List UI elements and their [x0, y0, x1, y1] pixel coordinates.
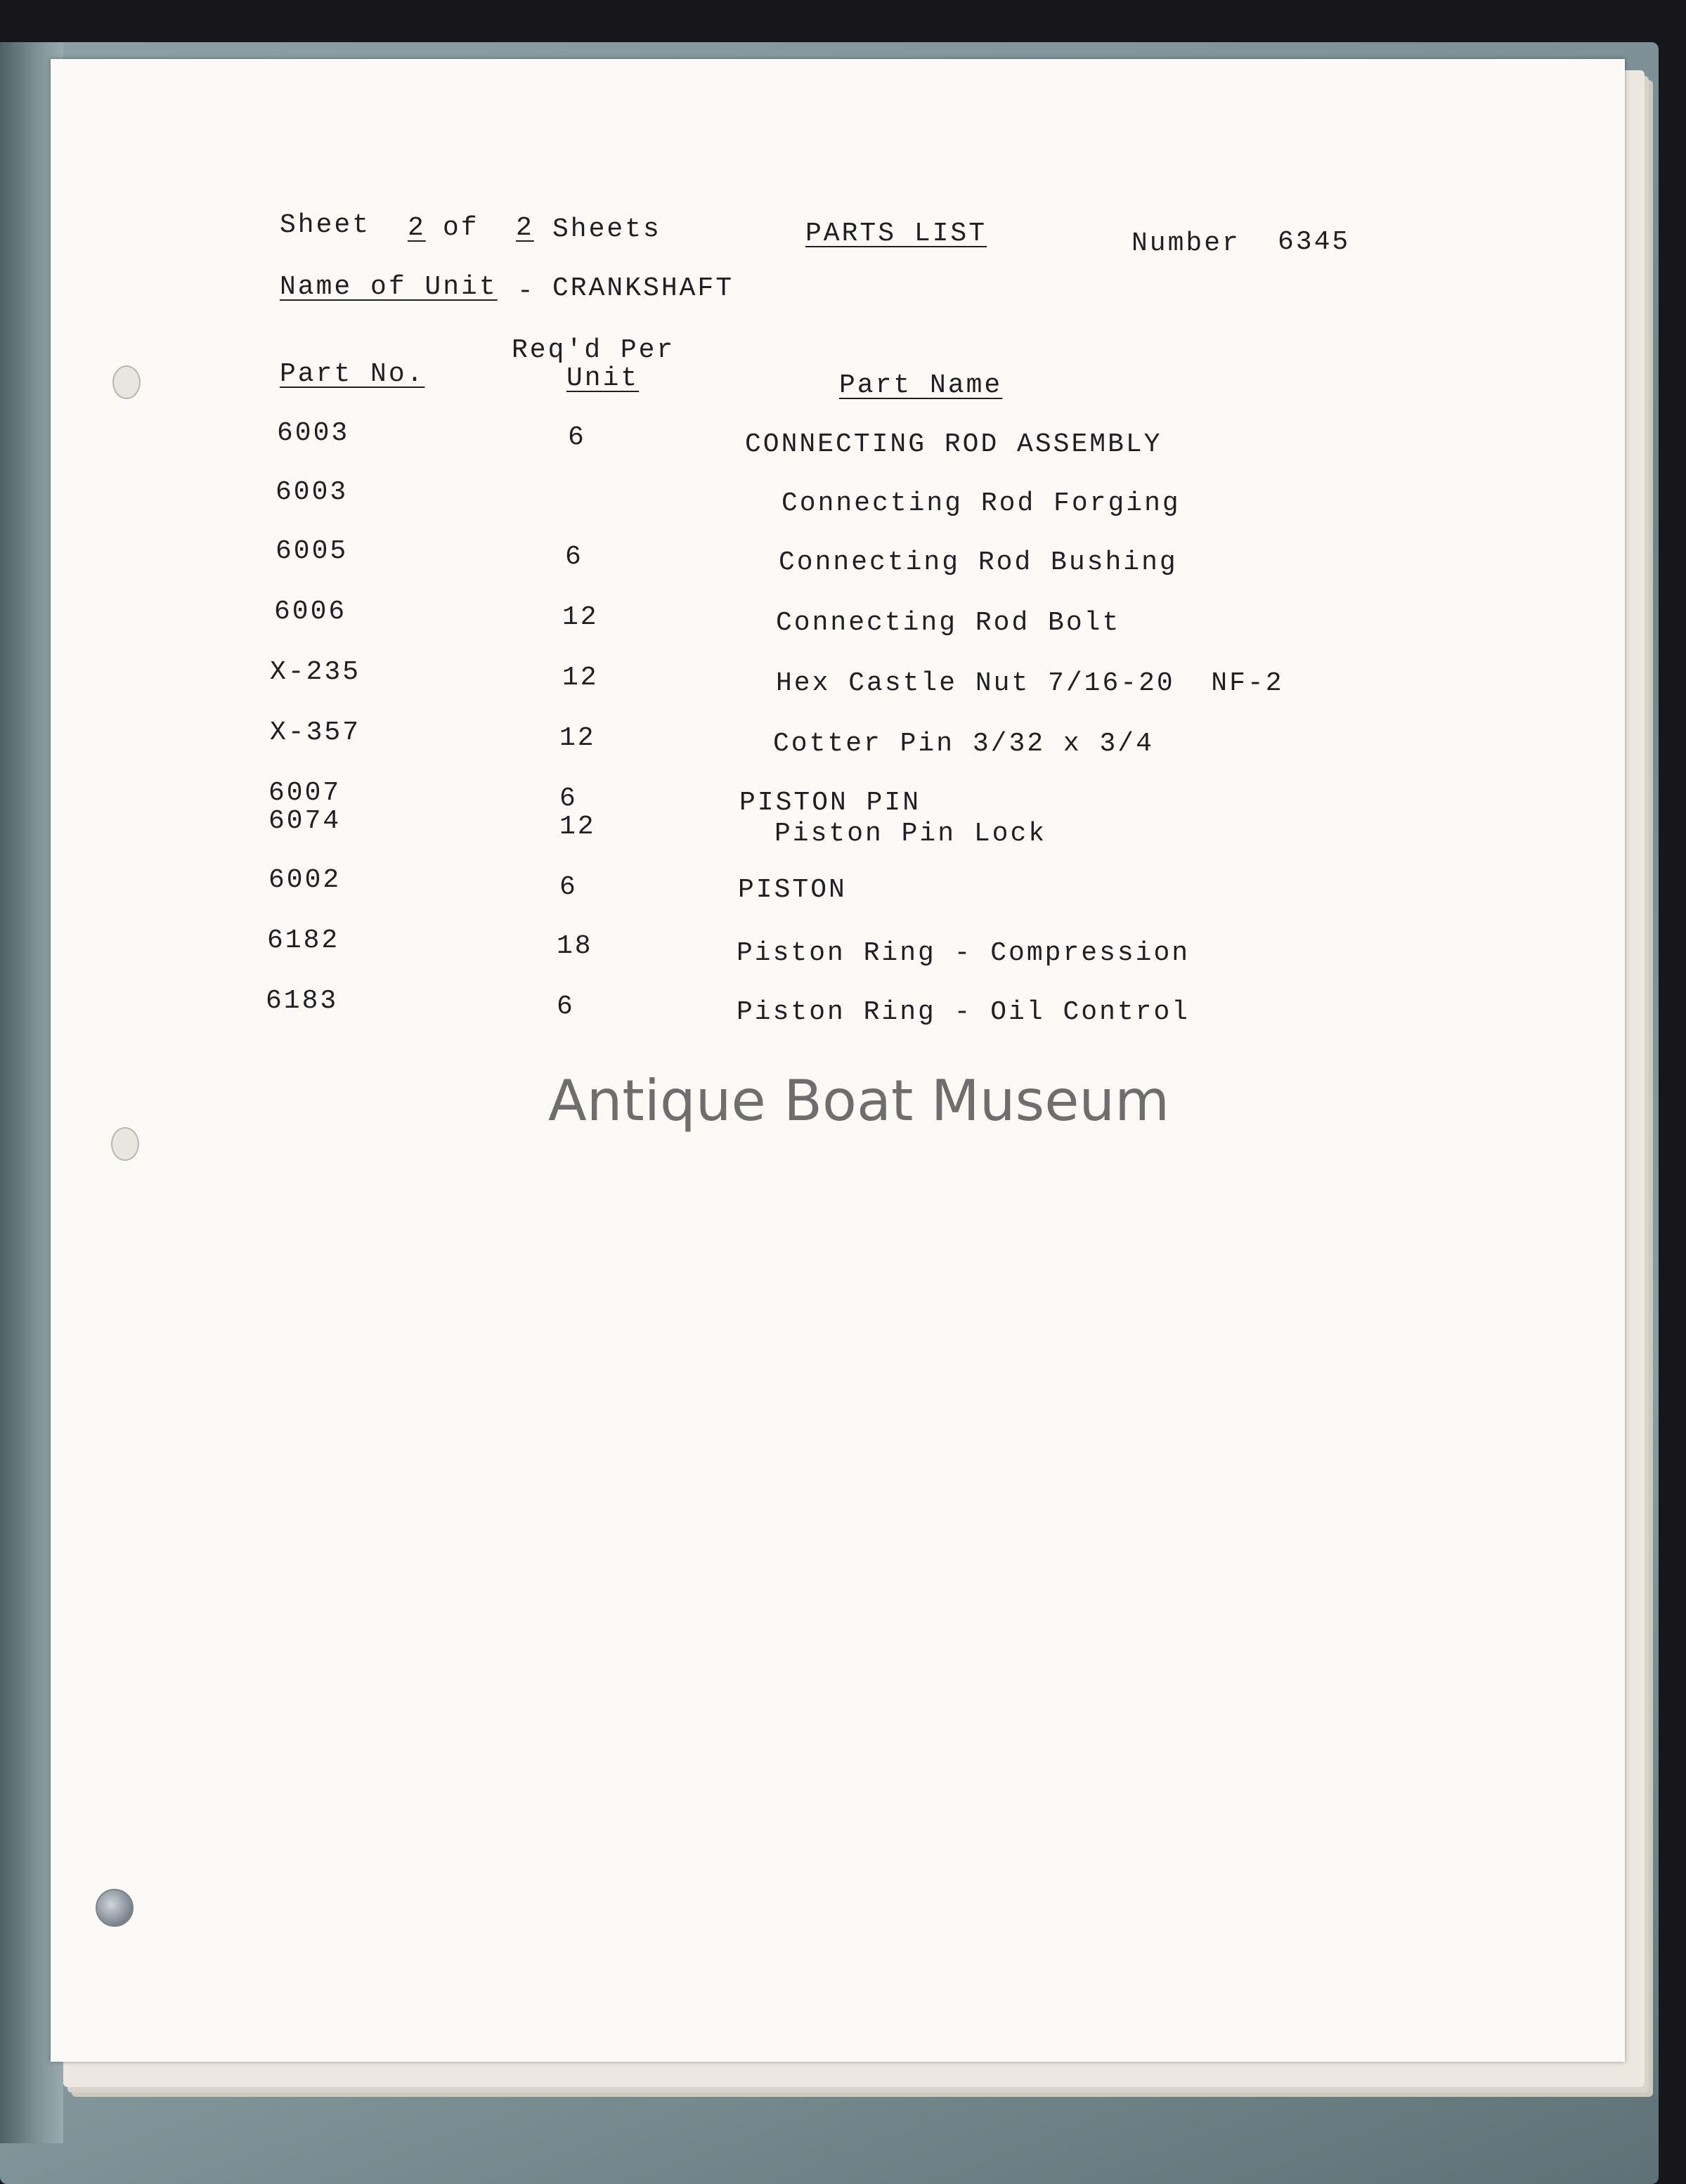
row-11-name: Piston Ring - Oil Control: [737, 997, 1191, 1027]
column-header-part-name: Part Name: [839, 370, 1003, 401]
sheet-total: 2: [516, 213, 534, 243]
sheets-label: Sheets: [552, 214, 661, 245]
row-9-name: PISTON: [738, 875, 847, 905]
row-4-qty: 12: [562, 602, 599, 632]
sheet-label: Sheet: [280, 210, 371, 240]
of-label: of: [443, 213, 479, 243]
row-6-name: Cotter Pin 3/32 x 3/4: [773, 729, 1154, 759]
row-5-name: Hex Castle Nut 7/16-20 NF-2: [776, 668, 1284, 698]
row-5-qty: 12: [562, 663, 599, 693]
row-1-qty: 6: [568, 422, 586, 453]
row-2-part-no: 6003: [275, 477, 349, 507]
column-header-reqd-line1: Req'd Per: [512, 335, 675, 365]
row-9-qty: 6: [559, 872, 578, 902]
unit-name: CRANKSHAFT: [552, 273, 734, 304]
row-11-part-no: 6183: [266, 986, 339, 1016]
row-6-part-no: X-357: [270, 717, 361, 748]
row-3-name: Connecting Rod Bushing: [779, 547, 1178, 578]
row-11-qty: 6: [557, 992, 575, 1022]
row-9-part-no: 6002: [268, 865, 342, 895]
row-4-part-no: 6006: [274, 597, 347, 627]
row-1-part-no: 6003: [277, 418, 350, 448]
row-8-part-no: 6074: [268, 806, 342, 836]
number-label: Number: [1131, 228, 1240, 259]
sheet-current: 2: [408, 213, 426, 243]
row-3-part-no: 6005: [275, 536, 349, 566]
column-header-reqd-line2: Unit: [566, 363, 640, 394]
unit-separator: -: [517, 276, 536, 306]
row-3-qty: 6: [565, 542, 583, 572]
row-8-qty: 12: [559, 812, 596, 842]
punch-hole-top: [112, 365, 141, 399]
row-6-qty: 12: [559, 723, 596, 753]
punch-hole-bottom: [96, 1889, 134, 1927]
punch-hole-middle: [111, 1127, 139, 1161]
page-title: PARTS LIST: [805, 219, 987, 249]
row-10-name: Piston Ring - Compression: [737, 938, 1191, 968]
row-5-part-no: X-235: [270, 657, 361, 687]
row-8-name: Piston Pin Lock: [774, 819, 1047, 849]
row-7-part-no: 6007: [268, 778, 342, 808]
row-10-part-no: 6182: [267, 925, 340, 956]
row-10-qty: 18: [557, 931, 593, 961]
row-1-name: CONNECTING ROD ASSEMBLY: [745, 429, 1162, 460]
watermark: Antique Boat Museum: [548, 1068, 1170, 1133]
number-value: 6345: [1278, 227, 1351, 257]
row-2-name: Connecting Rod Forging: [782, 488, 1181, 519]
row-4-name: Connecting Rod Bolt: [776, 608, 1121, 638]
row-7-name: PISTON PIN: [739, 788, 921, 818]
unit-name-label: Name of Unit: [280, 272, 498, 302]
column-header-part-no: Part No.: [280, 359, 425, 389]
row-7-qty: 6: [559, 784, 578, 814]
